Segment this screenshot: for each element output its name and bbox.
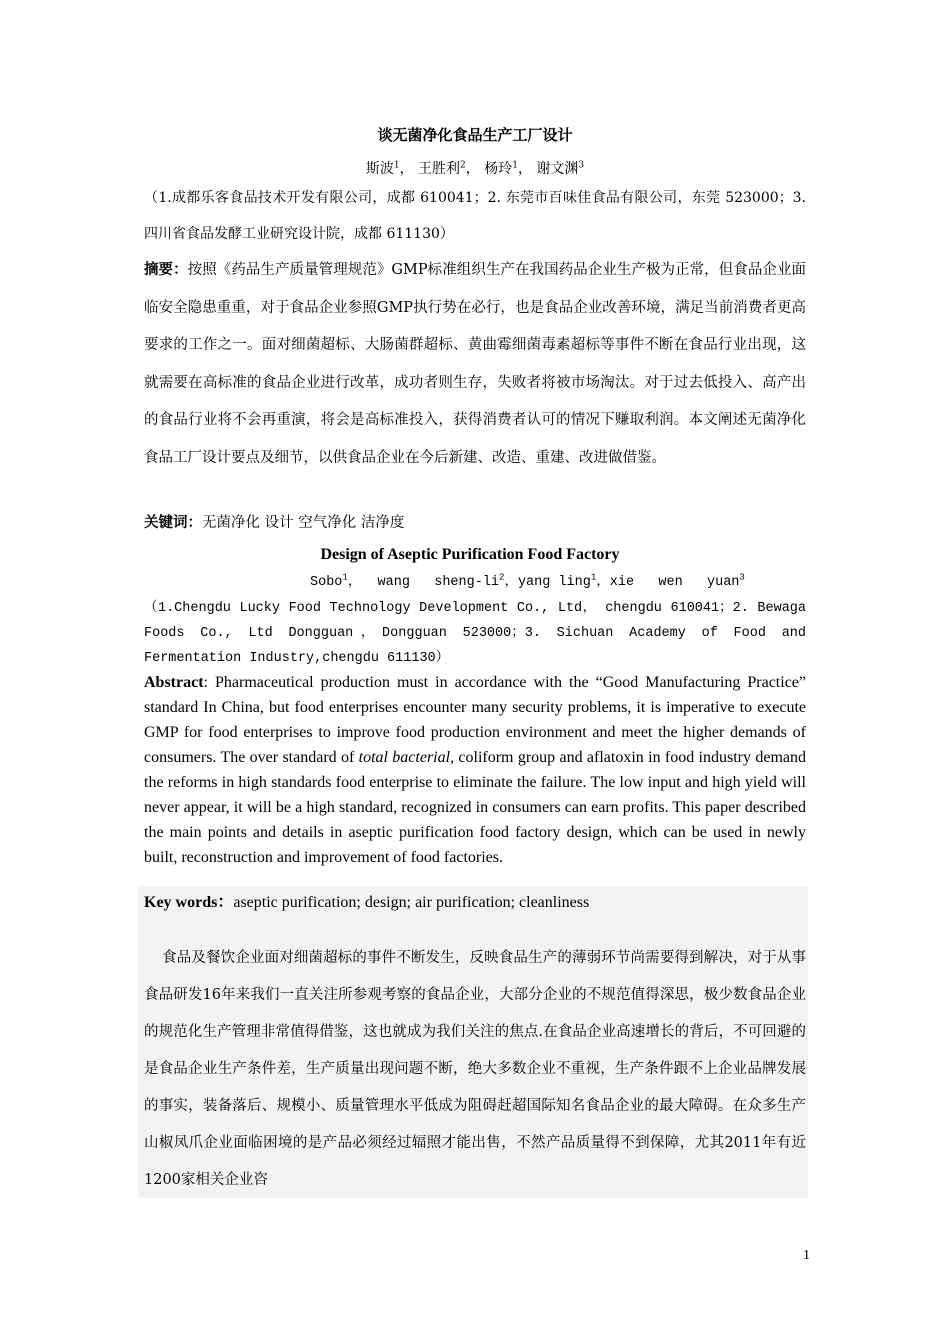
english-abstract-italic: total bacterial bbox=[358, 749, 451, 766]
author-name: yang ling bbox=[517, 575, 591, 590]
author-name: 杨玲 bbox=[484, 161, 513, 177]
author-name: 谢文渊 bbox=[536, 161, 579, 177]
chinese-keywords-label: 关键词： bbox=[144, 515, 202, 531]
english-abstract-part2: , coliform group and aflatoxin in food industry demand the reforms in high standards food enterprise to eliminate the failure. The low input and high yield will never appear, it will be a high standard, recognized in consumers can earn profits. This paper described the main points and details in aseptic purification food factory design, which can be used in newly built, reconstruction and improvement of food factories. bbox=[144, 749, 806, 866]
chinese-affiliation: （1.成都乐客食品技术开发有限公司，成都 610041；2. 东莞市百味佳食品有限公司，东莞 523000；3. 四川省食品发酵工业研究设计院，成都 611130） bbox=[144, 190, 806, 242]
english-authors bbox=[310, 572, 810, 594]
english-affiliation: （1.Chengdu Lucky Food Technology Development Co., Ltd， chengdu 610041；2. Bewaga Foods Co., Ltd Dongguan，Dongguan 523000；3. Sichuan Academy of Food and Fermentation Industry,chengdu 611130） bbox=[144, 601, 806, 666]
chinese-abstract-text: 按照《药品生产质量管理规范》GMP标准组织生产在我国药品企业生产极为正常，但食品企业面临安全隐患重重，对于食品企业参照GMP执行势在必行，也是食品企业改善环境，满足当前消费者更高要求的工作之一。面对细菌超标、大肠菌群超标、黄曲霉细菌毒素超标等事件不断在食品行业出现，这就需要在高标准的食品企业进行改革，成功者则生存，失败者将被市场淘汰。对于过去低投入、高产出的食品行业将不会再重演，将会是高标准投入，获得消费者认可的情况下赚取利润。本文阐述无菌净化食品工厂设计要点及细节，以供食品企业在今后新建、改造、重建、改进做借鉴。 bbox=[144, 262, 807, 466]
author-affiliation-mark: 2 bbox=[460, 160, 466, 171]
chinese-abstract-label: 摘要： bbox=[144, 262, 188, 278]
author-affiliation-mark: 2 bbox=[499, 572, 505, 583]
chinese-authors bbox=[0, 158, 950, 178]
english-abstract bbox=[144, 670, 806, 870]
chinese-abstract bbox=[144, 252, 806, 477]
body-paragraph bbox=[144, 940, 806, 1199]
author-separator: ， bbox=[465, 161, 480, 177]
author-separator: ， bbox=[504, 575, 518, 590]
author-affiliation-mark: 1 bbox=[590, 572, 597, 583]
author-name: 斯波 bbox=[365, 161, 394, 177]
author-name: xie wen yuan bbox=[609, 575, 740, 590]
author-separator: ， bbox=[399, 161, 414, 177]
english-title: Design of Aseptic Purification Food Factory bbox=[320, 546, 620, 563]
author-separator: ， bbox=[596, 575, 610, 590]
author-separator: ， bbox=[517, 161, 532, 177]
english-keywords bbox=[144, 892, 806, 914]
author-affiliation-mark: 1 bbox=[512, 160, 518, 171]
author-affiliation-mark: 3 bbox=[578, 160, 585, 171]
author-affiliation-mark: 1 bbox=[393, 160, 400, 171]
author-name: wang sheng-li bbox=[377, 575, 500, 590]
author-name: 王胜利 bbox=[418, 161, 461, 177]
english-abstract-part1: : Pharmaceutical production must in accordance with the “Good Manufacturing Practice” standard In China, but food enterprises encounter many security problems, it is imperative to execute GMP for food enterprises to improve food production environment and meet the higher demands of consumers. The over standard of bbox=[144, 674, 806, 766]
author-name: Sobo bbox=[310, 575, 343, 590]
body-paragraph-text: 食品及餐饮企业面对细菌超标的事件不断发生，反映食品生产的薄弱环节尚需要得到解决，对于从事食品研发16年来我们一直关注所参观考察的食品企业，大部分企业的不规范值得深思，极少数食品企业的规范化生产管理非常值得借鉴，这也就成为我们关注的焦点.在食品企业高速增长的背后，不可回避的是食品企业生产条件差，生产质量出现问题不断，绝大多数企业不重视，生产条件跟不上企业品牌发展的事实，装备落后、规模小、质量管理水平低成为阻碍赶超国际知名食品企业的最大障碍。在众多生产山椒凤爪企业面临困境的是产品必须经过辐照才能出售，不然产品质量得不到保障，尤其2011年有近1200家相关企业咨 bbox=[144, 950, 806, 1188]
page-number: 1 bbox=[803, 1248, 810, 1263]
chinese-keywords bbox=[144, 508, 806, 538]
chinese-title: 谈无菌净化食品生产工厂设计 bbox=[377, 126, 573, 144]
english-abstract-label: Abstract bbox=[144, 674, 204, 691]
english-keywords-label: Key words： bbox=[144, 894, 234, 911]
chinese-keywords-text: 无菌净化 设计 空气净化 洁净度 bbox=[202, 515, 405, 531]
author-separator: ， bbox=[347, 575, 378, 590]
author-affiliation-mark: 3 bbox=[739, 572, 745, 583]
english-keywords-text: aseptic purification; design; air purification; cleanliness bbox=[233, 894, 590, 911]
author-affiliation-mark: 1 bbox=[342, 572, 348, 583]
